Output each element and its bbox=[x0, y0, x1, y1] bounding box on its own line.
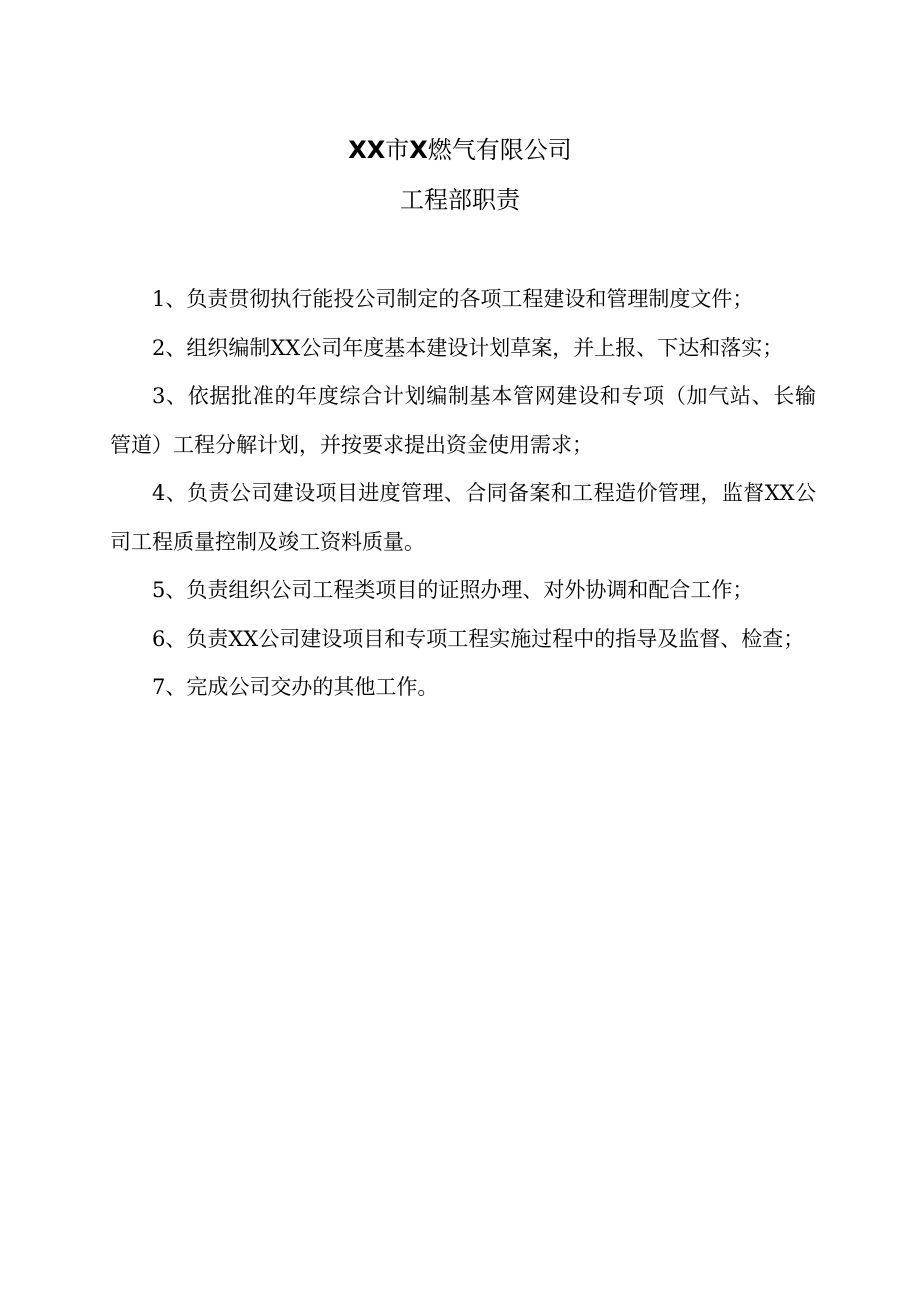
duty-item-3: 3、依据批准的年度综合计划编制基本管网建设和专项（加气站、长输管道）工程分解计划，并按要求提出资金使用需求； bbox=[110, 384, 816, 457]
duty-item-2: 2、组织编制XX公司年度基本建设计划草案，并上报、下达和落实； bbox=[152, 335, 784, 360]
duties-list bbox=[110, 275, 816, 712]
company-city: 市 bbox=[385, 136, 410, 164]
duty-item-5: 5、负责组织公司工程类项目的证照办理、对外协调和配合工作； bbox=[152, 578, 754, 602]
company-prefix: XX bbox=[348, 136, 386, 164]
company-x: X bbox=[409, 136, 428, 164]
duty-item-7: 7、完成公司交办的其他工作。 bbox=[152, 675, 439, 699]
company-suffix: 燃气有限公司 bbox=[427, 136, 572, 164]
company-name bbox=[0, 134, 920, 166]
duty-item-4: 4、负责公司建设项目进度管理、合同备案和工程造价管理，监督XX公司工程质量控制及竣工资料质量。 bbox=[110, 481, 816, 554]
department-title: 工程部职责 bbox=[400, 186, 520, 214]
duty-item-1: 1、负责贯彻执行能投公司制定的各项工程建设和管理制度文件； bbox=[152, 287, 754, 311]
duty-item-6: 6、负责XX公司建设项目和专项工程实施过程中的指导及监督、检查； bbox=[152, 626, 805, 651]
